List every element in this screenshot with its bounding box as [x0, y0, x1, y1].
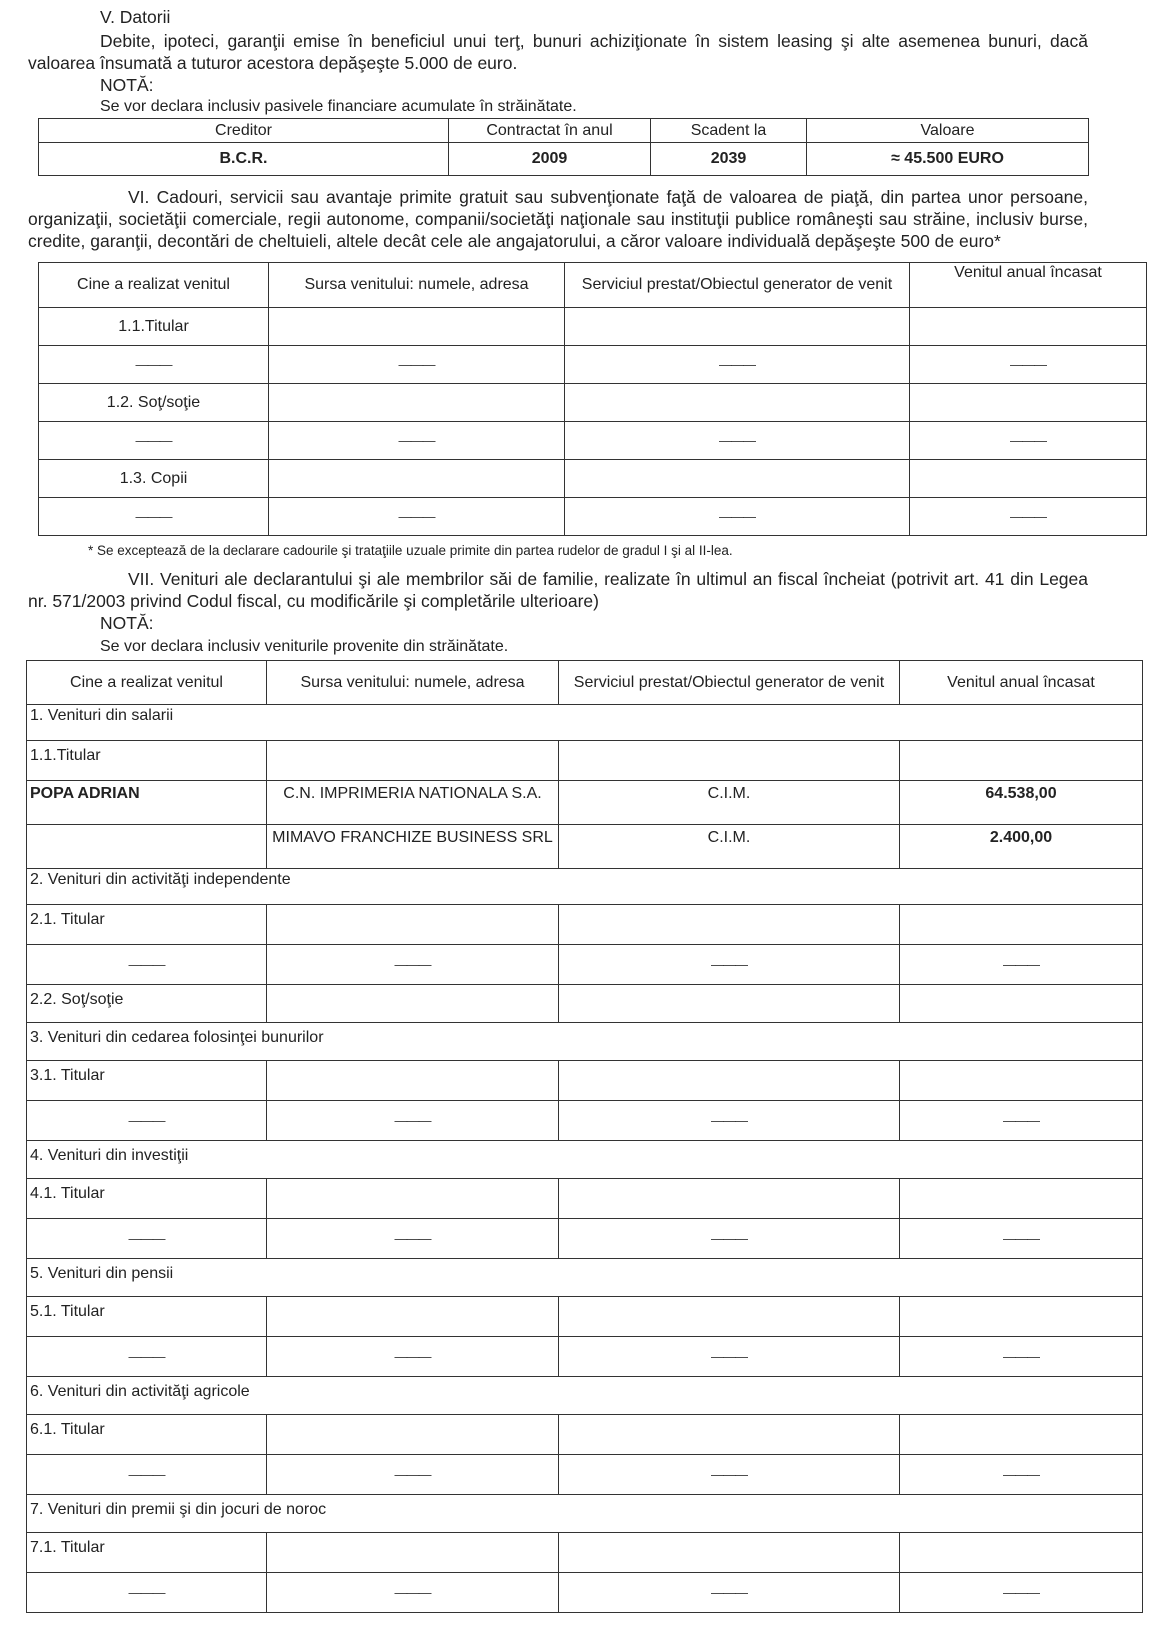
year-cell: 2009	[449, 143, 651, 176]
due-cell: 2039	[651, 143, 807, 176]
empty-cell	[559, 1061, 900, 1101]
table-row	[27, 1337, 1143, 1377]
header-source: Sursa venitului: numele, adresa	[269, 263, 565, 308]
empty-cell	[559, 1533, 900, 1573]
dash-cell: ———	[267, 945, 559, 985]
dash-cell: ———	[900, 1455, 1143, 1495]
dash-cell: ———	[900, 1573, 1143, 1613]
empty-cell	[559, 741, 900, 781]
table-row	[27, 781, 1143, 825]
empty-cell	[565, 384, 910, 422]
dash-cell: ———	[27, 1219, 267, 1259]
dash-cell: ———	[39, 422, 269, 460]
income-source: C.N. IMPRIMERIA NATIONALA S.A.	[267, 781, 559, 825]
dash-cell: ———	[27, 1573, 267, 1613]
dash-cell: ———	[269, 346, 565, 384]
dash-cell: ———	[559, 1219, 900, 1259]
dash-cell: ———	[559, 1455, 900, 1495]
row-label: 4.1. Titular	[27, 1179, 267, 1219]
header-service: Serviciul prestat/Obiectul generator de venit	[565, 263, 910, 308]
table-row	[39, 422, 1147, 460]
dash-cell: ———	[900, 1101, 1143, 1141]
row-label: 1.1.Titular	[27, 741, 267, 781]
table-row	[27, 1573, 1143, 1613]
dash-cell: ———	[559, 945, 900, 985]
header-creditor: Creditor	[39, 119, 449, 143]
category-row	[27, 1377, 1143, 1415]
empty-cell	[900, 741, 1143, 781]
table-row	[27, 825, 1143, 869]
empty-cell	[559, 905, 900, 945]
row-label: 1.3. Copii	[39, 460, 269, 498]
section-vi-footnote: * Se exceptează de la declarare cadourile şi trataţiile uzuale primite din partea rudelor de gradul I şi al II-lea.	[88, 543, 733, 558]
dash-cell: ———	[910, 422, 1147, 460]
empty-cell	[267, 741, 559, 781]
income-source: MIMAVO FRANCHIZE BUSINESS SRL	[267, 825, 559, 869]
dash-cell: ———	[559, 1573, 900, 1613]
income-service: C.I.M.	[559, 781, 900, 825]
category-independent: 2. Venituri din activităţi independente	[27, 869, 1143, 905]
table-row	[39, 143, 1089, 176]
empty-cell	[559, 985, 900, 1023]
empty-cell	[559, 1415, 900, 1455]
header-who: Cine a realizat venitul	[39, 263, 269, 308]
empty-cell	[910, 384, 1147, 422]
row-label: 7.1. Titular	[27, 1533, 267, 1573]
header-who: Cine a realizat venitul	[27, 661, 267, 705]
category-pensions: 5. Venituri din pensii	[27, 1259, 1143, 1297]
income-table-header	[27, 661, 1143, 705]
income-amount: 2.400,00	[900, 825, 1143, 869]
section-v-nota-label: NOTĂ:	[100, 75, 154, 95]
empty-cell	[900, 1415, 1143, 1455]
table-row	[39, 346, 1147, 384]
empty-cell	[267, 1297, 559, 1337]
debts-table-header	[39, 119, 1089, 143]
category-salaries: 1. Venituri din salarii	[27, 705, 1143, 741]
table-row	[27, 1219, 1143, 1259]
empty-cell	[900, 1533, 1143, 1573]
header-due-date: Scadent la	[651, 119, 807, 143]
dash-cell: ———	[27, 1337, 267, 1377]
section-vii-nota-text: Se vor declara inclusiv veniturile provenite din străinătate.	[100, 638, 509, 655]
empty-cell	[900, 985, 1143, 1023]
table-row	[27, 985, 1143, 1023]
income-amount: 64.538,00	[900, 781, 1143, 825]
category-row	[27, 1495, 1143, 1533]
section-v-nota-text: Se vor declara inclusiv pasivele financiare acumulate în străinătate.	[100, 98, 577, 115]
section-vii-nota-label: NOTĂ:	[100, 613, 154, 633]
row-label: 1.2. Soţ/soţie	[39, 384, 269, 422]
income-table	[26, 660, 1143, 1613]
table-row	[39, 384, 1147, 422]
table-row	[27, 1297, 1143, 1337]
table-row	[27, 1533, 1143, 1573]
dash-cell: ———	[27, 1101, 267, 1141]
table-row	[39, 498, 1147, 536]
empty-cell	[267, 985, 559, 1023]
dash-cell: ———	[267, 1101, 559, 1141]
dash-cell: ———	[910, 498, 1147, 536]
dash-cell: ———	[267, 1455, 559, 1495]
category-row	[27, 1259, 1143, 1297]
header-source: Sursa venitului: numele, adresa	[267, 661, 559, 705]
empty-cell	[267, 1061, 559, 1101]
table-row	[27, 741, 1143, 781]
empty-cell	[269, 384, 565, 422]
dash-cell: ———	[267, 1337, 559, 1377]
empty-cell	[910, 460, 1147, 498]
empty-cell	[269, 460, 565, 498]
debts-table	[38, 118, 1089, 176]
header-value: Valoare	[807, 119, 1089, 143]
empty-cell	[267, 1415, 559, 1455]
category-row	[27, 705, 1143, 741]
row-label: 2.2. Soţ/soţie	[27, 985, 267, 1023]
dash-cell: ———	[269, 498, 565, 536]
dash-cell: ———	[269, 422, 565, 460]
empty-cell	[900, 905, 1143, 945]
table-row	[27, 1061, 1143, 1101]
empty-cell	[900, 1179, 1143, 1219]
dash-cell: ———	[559, 1337, 900, 1377]
value-cell: ≈ 45.500 EURO	[807, 143, 1089, 176]
dash-cell: ———	[565, 346, 910, 384]
empty-cell	[900, 1297, 1143, 1337]
empty-cell	[559, 1179, 900, 1219]
row-label: 3.1. Titular	[27, 1061, 267, 1101]
empty-cell	[559, 1297, 900, 1337]
dash-cell: ———	[900, 1337, 1143, 1377]
dash-cell: ———	[900, 945, 1143, 985]
gifts-table	[38, 262, 1147, 536]
section-vii-text: VII. Venituri ale declarantului şi ale membrilor săi de familie, realizate în ultimul an fiscal încheiat (potrivit art. 41 din Legea nr. 571/2003 privind Codul fiscal, cu modificările şi completările ulterioare)	[28, 569, 1088, 611]
section-vi-text: VI. Cadouri, servicii sau avantaje primite gratuit sau subvenţionate faţă de valoarea de piaţă, din partea unor persoane, organizaţii, societăţii comerciale, regii autonome, companii/societăţi naţionale sau instituţii publice româneşti sau străine, inclusiv burse, credite, garanţii, decontări de cheltuieli, altele decât cele ale angajatorului, a căror valoare individuală depăşeşte 500 de euro*	[28, 187, 1088, 251]
dash-cell: ———	[27, 1455, 267, 1495]
empty-cell	[565, 460, 910, 498]
income-who	[27, 825, 267, 869]
table-row	[27, 1455, 1143, 1495]
dash-cell: ———	[27, 945, 267, 985]
table-row	[39, 460, 1147, 498]
empty-cell	[910, 308, 1147, 346]
table-row	[39, 308, 1147, 346]
dash-cell: ———	[267, 1219, 559, 1259]
category-prizes: 7. Venituri din premii şi din jocuri de noroc	[27, 1495, 1143, 1533]
category-investments: 4. Venituri din investiţii	[27, 1141, 1143, 1179]
category-row	[27, 1023, 1143, 1061]
category-row	[27, 1141, 1143, 1179]
table-row	[27, 1179, 1143, 1219]
dash-cell: ———	[565, 498, 910, 536]
dash-cell: ———	[910, 346, 1147, 384]
header-contracted-year: Contractat în anul	[449, 119, 651, 143]
empty-cell	[269, 308, 565, 346]
section-v-title: V. Datorii	[100, 7, 171, 27]
dash-cell: ———	[267, 1573, 559, 1613]
income-who: POPA ADRIAN	[27, 781, 267, 825]
row-label: 6.1. Titular	[27, 1415, 267, 1455]
empty-cell	[267, 1179, 559, 1219]
row-label: 5.1. Titular	[27, 1297, 267, 1337]
dash-cell: ———	[39, 498, 269, 536]
empty-cell	[267, 905, 559, 945]
row-label: 2.1. Titular	[27, 905, 267, 945]
empty-cell	[565, 308, 910, 346]
dash-cell: ———	[900, 1219, 1143, 1259]
creditor-cell: B.C.R.	[39, 143, 449, 176]
empty-cell	[267, 1533, 559, 1573]
dash-cell: ———	[559, 1101, 900, 1141]
gifts-table-header	[39, 263, 1147, 308]
empty-cell	[900, 1061, 1143, 1101]
row-label: 1.1.Titular	[39, 308, 269, 346]
income-service: C.I.M.	[559, 825, 900, 869]
header-income: Venitul anual încasat	[910, 263, 1147, 308]
header-income: Venitul anual încasat	[900, 661, 1143, 705]
table-row	[27, 905, 1143, 945]
dash-cell: ———	[39, 346, 269, 384]
category-property-use: 3. Venituri din cedarea folosinţei bunurilor	[27, 1023, 1143, 1061]
table-row	[27, 945, 1143, 985]
category-agricultural: 6. Venituri din activităţi agricole	[27, 1377, 1143, 1415]
header-service: Serviciul prestat/Obiectul generator de venit	[559, 661, 900, 705]
table-row	[27, 1415, 1143, 1455]
category-row	[27, 869, 1143, 905]
table-row	[27, 1101, 1143, 1141]
dash-cell: ———	[565, 422, 910, 460]
section-v-text: Debite, ipoteci, garanţii emise în beneficiul unui terţ, bunuri achiziţionate în sistem leasing şi alte asemenea bunuri, dacă valoarea însumată a tuturor acestora depăşeşte 5.000 de euro.	[28, 31, 1088, 73]
